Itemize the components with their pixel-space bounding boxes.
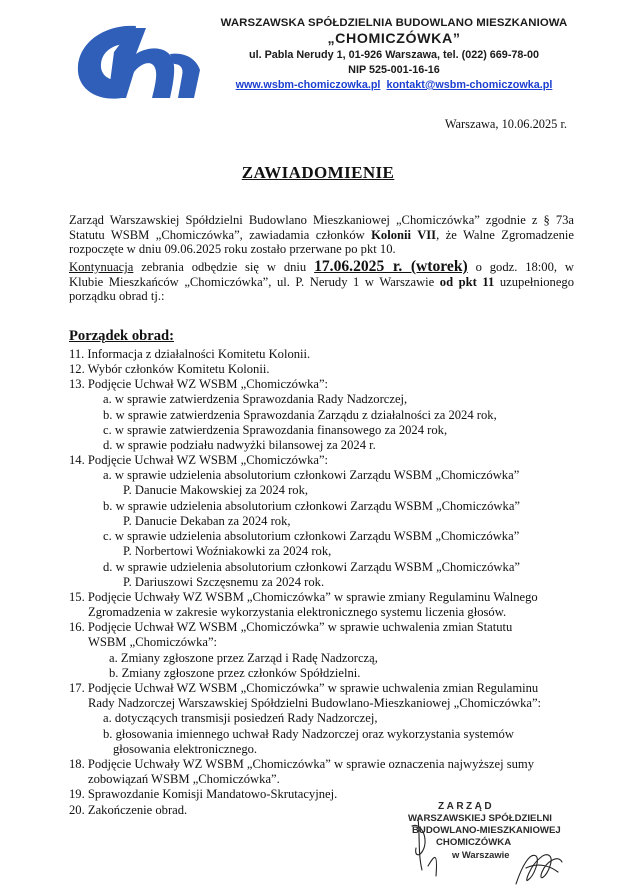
handwritten-signature <box>398 796 586 892</box>
agenda-item-cont: Rady Nadzorczej Warszawskiej Spółdzielni Budowlano-Mieszkaniowej „Chomiczówka”: <box>88 696 542 710</box>
document-title <box>0 163 636 183</box>
agenda-item: 18. Podjęcie Uchwały WZ WSBM „Chomiczówka” w sprawie oznaczenia najwyższej sumy <box>69 757 535 771</box>
meeting-date: 17.06.2025 r. (wtorek) <box>314 258 468 275</box>
stamp-line: CHOMICZÓWKA <box>436 837 512 848</box>
meeting-place: Klubie Mieszkańców „Chomiczówka”, ul. P. Nerudy 1 w Warszawie <box>69 274 440 289</box>
agenda-subitem: d. w sprawie udzielenia absolutorium członkowi Zarządu WSBM „Chomiczówka” <box>103 560 520 574</box>
agenda-item-cont: WSBM „Chomiczówka”: <box>88 635 218 649</box>
meeting-line-3: porządku obrad tj.: <box>69 289 165 304</box>
agenda-subitem: a. w sprawie zatwierdzenia Sprawozdania Rady Nadzorczej, <box>103 392 408 406</box>
continuation-label: Kontynuacja <box>69 260 134 274</box>
stamp-line: ZARZĄD <box>438 801 495 812</box>
agenda-title: Porządek obrad: <box>69 328 174 344</box>
coop-links <box>206 78 582 93</box>
agenda-item: 19. Sprawozdanie Komisji Mandatowo-Skrutacyjnej. <box>69 787 338 801</box>
stamp-line: WARSZAWSKIEJ SPÓŁDZIELNI <box>408 813 552 824</box>
agenda-item-cont: zobowiązań WSBM „Chomiczówka”. <box>88 772 280 786</box>
agenda-subitem-cont: P. Danucie Dekaban za 2024 rok, <box>123 514 291 528</box>
agenda-subitem-cont: P. Norbertowi Woźniakowki za 2024 rok, <box>123 544 332 558</box>
agenda-item: 11. Informacja z działalności Komitetu Kolonii. <box>69 347 311 361</box>
agenda-item: 16. Podjęcie Uchwał WZ WSBM „Chomiczówka” w sprawie uchwalenia zmian Statutu <box>69 620 513 634</box>
start-point: od pkt 11 <box>439 274 495 289</box>
meeting-text-2: uzupełnionego <box>494 274 575 289</box>
agenda-item: 12. Wybór członków Komitetu Kolonii. <box>69 362 270 376</box>
agenda-subitem: b. głosowania imiennego uchwał Rady Nadzorczej oraz wykorzystania systemów <box>103 727 514 741</box>
stamp-line: BUDOWLANO-MIESZKANIOWEJ <box>412 825 561 836</box>
website-link[interactable]: www.wsbm-chomiczowka.pl <box>235 79 381 91</box>
intro-line-2 <box>69 228 574 243</box>
stamp-line: w Warszawie <box>452 849 510 860</box>
intro-paragraph <box>69 213 574 257</box>
intro-text-end: , że Walne Zgromadzenie <box>436 227 574 242</box>
intro-text: Statutu WSBM „Chomiczówka”, zawiadamia członków <box>69 227 372 242</box>
coop-short-name: „CHOMICZÓWKA” <box>327 31 461 47</box>
meeting-line-2 <box>69 275 574 290</box>
agenda-item: 14. Podjęcie Uchwał WZ WSBM „Chomiczówka”: <box>69 453 329 467</box>
meeting-line-1 <box>69 260 574 275</box>
coop-address: ul. Pabla Nerudy 1, 01-926 Warszawa, tel. (022) 669-78-00 <box>248 49 540 61</box>
meeting-paragraph <box>69 260 574 304</box>
intro-line-3: rozpoczęte w dniu 09.06.2025 roku zostało przerwane po pkt 10. <box>69 242 396 257</box>
title-text: ZAWIADOMIENIE <box>241 163 395 182</box>
meeting-time: o godz. 18:00, w <box>467 260 574 274</box>
agenda-subitem: d. w sprawie podziału nadwyżki bilansowej za 2024 r. <box>103 438 376 452</box>
coop-nip: NIP 525-001-16-16 <box>348 64 440 76</box>
agenda-item: 20. Zakończenie obrad. <box>69 803 188 817</box>
coop-name: WARSZAWSKA SPÓŁDZIELNIA BUDOWLANO MIESZKANIOWA <box>220 17 568 29</box>
document-date: Warszawa, 10.06.2025 r. <box>444 117 567 131</box>
agenda-item: 17. Podjęcie Uchwał WZ WSBM „Chomiczówka” w sprawie uchwalenia zmian Regulaminu <box>69 681 539 695</box>
agenda-subitem: c. w sprawie zatwierdzenia Sprawozdania finansowego za 2024 rok, <box>103 423 448 437</box>
agenda-item: 15. Podjęcie Uchwały WZ WSBM „Chomiczówka” w sprawie zmiany Regulaminu Walnego <box>69 590 538 604</box>
agenda-subitem-cont: P. Dariuszowi Szczęsnemu za 2024 rok. <box>123 575 325 589</box>
agenda-subitem-cont: głosowania elektronicznego. <box>113 742 258 756</box>
agenda-subitem: b. Zmiany zgłoszone przez członków Spółdzielni. <box>109 666 361 680</box>
agenda-subitem: a. Zmiany zgłoszone przez Zarząd i Radę Nadzorczą, <box>109 651 378 665</box>
meeting-text: zebrania odbędzie się w dniu <box>133 260 315 274</box>
agenda-subitem: b. w sprawie zatwierdzenia Sprawozdania Zarządu z działalności za 2024 rok, <box>103 408 497 422</box>
colony-name: Kolonii VII <box>371 227 437 242</box>
agenda-subitem: b. w sprawie udzielenia absolutorium członkowi Zarządu WSBM „Chomiczówka” <box>103 499 520 513</box>
agenda-subitem: a. w sprawie udzielenia absolutorium członkowi Zarządu WSBM „Chomiczówka” <box>103 468 520 482</box>
email-link[interactable]: kontakt@wsbm-chomiczowka.pl <box>386 79 553 91</box>
ch-logo <box>74 18 204 102</box>
agenda-subitem-cont: P. Danucie Makowskiej za 2024 rok, <box>123 483 309 497</box>
agenda-item: 13. Podjęcie Uchwał WZ WSBM „Chomiczówka”: <box>69 377 329 391</box>
letterhead <box>206 16 582 93</box>
intro-line-1: Zarząd Warszawskiej Spółdzielni Budowlano Mieszkaniowej „Chomiczówka” zgodnie z § 73a <box>69 213 574 227</box>
agenda-item-cont: Zgromadzenia w zakresie wykorzystania elektronicznego systemu liczenia głosów. <box>88 605 507 619</box>
agenda-subitem: a. dotyczących transmisji posiedzeń Rady Nadzorczej, <box>103 711 378 725</box>
agenda-subitem: c. w sprawie udzielenia absolutorium członkowi Zarządu WSBM „Chomiczówka” <box>103 529 520 543</box>
